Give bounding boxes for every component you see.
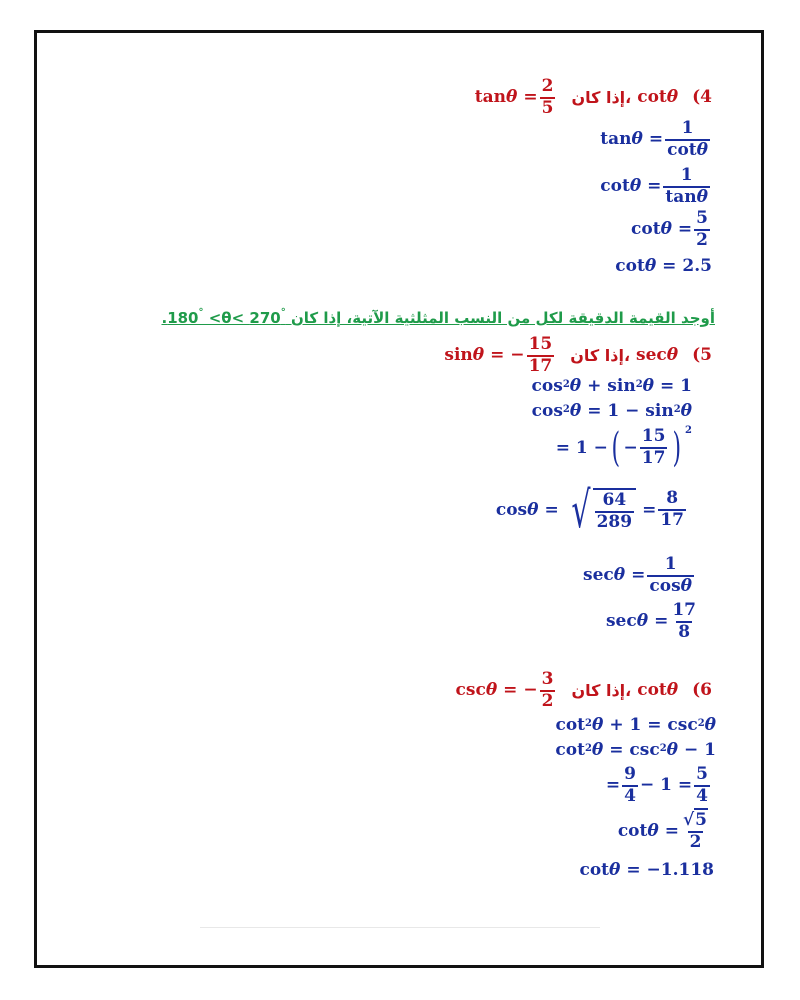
- radicand: $\frac{64}{289}$: [593, 488, 637, 532]
- fraction: $\frac{1}{\cos\theta}$: [649, 554, 692, 596]
- theta-symbol: θ: [506, 87, 518, 108]
- question-number: (4: [692, 87, 712, 108]
- given-fraction: $\frac{15}{17}$: [528, 334, 553, 376]
- step-6-1: cot 2 θ + 1 = csc 2 θ: [555, 715, 716, 735]
- step-4-3: cot θ = $\frac{5}{2}$: [631, 208, 708, 250]
- find-fn: sec: [636, 345, 667, 366]
- question-5: sin θ = − $\frac{15}{17}$ إذا كان ، sec θ (5: [444, 334, 712, 376]
- step-4-2: cot θ = $\frac{1}{\tan\theta}$: [600, 165, 708, 207]
- step-6-5: cot θ = −1.118: [579, 860, 714, 880]
- fraction: $\frac{8}{17}$: [660, 488, 684, 530]
- step-5-5: sec θ = $\frac{1}{\cos\theta}$: [583, 554, 692, 596]
- step-5-4: cos θ = √ $\frac{64}{289}$ = $\frac{8}{17}$: [495, 481, 684, 539]
- question-4: tan θ = $\frac{2}{5}$ إذا كان ، cot θ (4: [474, 76, 712, 118]
- if-was-label: إذا كان: [571, 87, 626, 107]
- step-6-4: cot θ = $\frac{√5}{2}$: [618, 812, 712, 852]
- find-fn: cot: [637, 680, 667, 701]
- fraction: $\frac{9}{4}$: [624, 764, 636, 806]
- step-5-2: cos 2 θ = 1 − sin 2 θ: [531, 401, 692, 421]
- step-4-4: cot θ = 2.5: [615, 256, 712, 276]
- given-fraction: $\frac{3}{2}$: [541, 669, 554, 711]
- step-6-3: = $\frac{9}{4}$ − 1 = $\frac{5}{4}$: [605, 764, 708, 806]
- step-5-6: sec θ = $\frac{17}{8}$: [605, 600, 696, 642]
- footer-divider: [200, 927, 600, 928]
- given-fn: tan: [474, 87, 506, 108]
- fraction: $\frac{15}{17}$: [641, 426, 666, 468]
- fraction: $\frac{5}{2}$: [696, 208, 708, 250]
- question-6: csc θ = − $\frac{3}{2}$ إذا كان ، cot θ (6: [455, 669, 712, 711]
- question-number: (6: [692, 680, 712, 701]
- question-number: (5: [692, 345, 712, 366]
- fraction: $\frac{5}{4}$: [696, 764, 708, 806]
- given-fraction: $\frac{2}{5}$: [541, 76, 554, 118]
- if-was-label: إذا كان: [571, 680, 626, 700]
- step-5-1: cos 2 θ + sin 2 θ = 1: [531, 376, 692, 396]
- sqrt-icon: √: [571, 481, 591, 539]
- fraction: $\frac{17}{8}$: [672, 600, 696, 642]
- fraction: $\frac{√5}{2}$: [682, 810, 707, 852]
- sqrt-icon: √: [682, 810, 695, 830]
- step-6-2: cot 2 θ = csc 2 θ − 1: [555, 740, 716, 760]
- fraction: $\frac{1}{\tan\theta}$: [665, 165, 708, 207]
- if-was-label: إذا كان: [570, 345, 624, 365]
- fraction: $\frac{1}{\cot\theta}$: [667, 118, 708, 160]
- find-fn: cot: [637, 87, 667, 108]
- section-heading: .180° <θ< 270° أوجد القيمة الدقيقة لكل من النسب المثلثية الآتية، إذا كان: [161, 307, 715, 327]
- step-5-3: = 1 − ( − $\frac{15}{17}$ ) 2: [555, 425, 692, 471]
- given-fn: sin: [444, 345, 473, 366]
- given-fn: csc: [455, 680, 486, 701]
- step-4-1: tan θ = $\frac{1}{\cot\theta}$: [600, 118, 708, 160]
